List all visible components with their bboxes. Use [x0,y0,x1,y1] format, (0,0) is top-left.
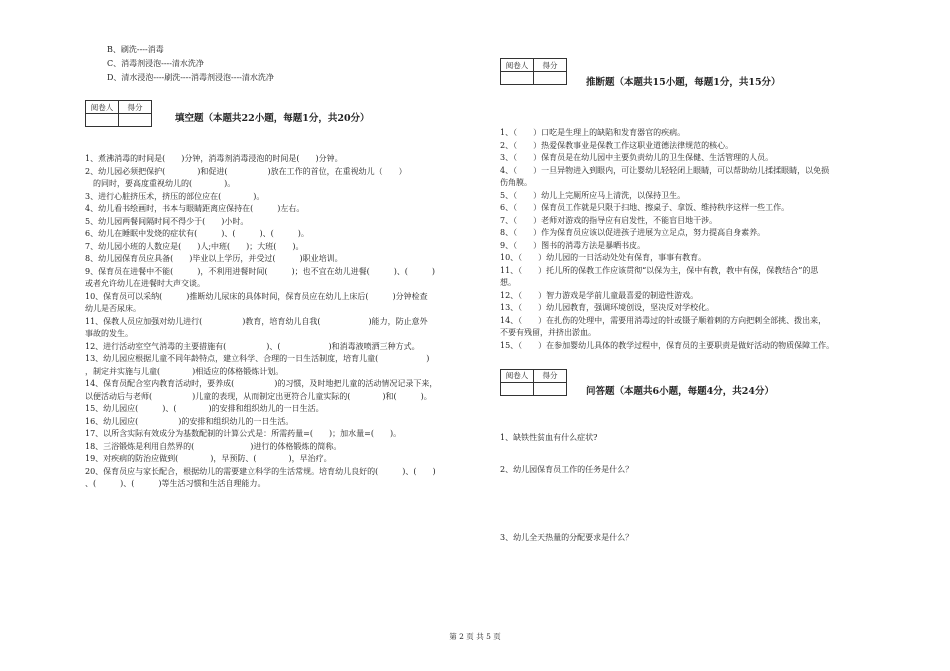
judge-score-table [500,58,567,85]
right-column [500,58,910,565]
question-line: 15、幼儿园应( )、( )的安排和组织幼儿的一日生活。 [85,404,324,413]
judge-line: 伤角膜。 [500,178,532,187]
question-line: 7、幼儿园小班的人数应是( )人;中班( )；大班( )。 [85,241,304,251]
question-line: 13、幼儿园应根据儿童不同年龄特点，建立科学、合理的一日生活制度，培育儿童( ) [85,354,430,363]
essay-question: 1、缺铁性贫血有什么症状? [500,432,598,442]
question-line: 14、保育员配合室内教育活动时，要养成( )的习惯，及时地把儿童的活动情况记录下来， [85,379,438,388]
question-line: 1、煮沸消毒的时间是( )分钟，消毒剂消毒浸泡的时间是( )分钟。 [85,154,343,163]
judge-questions [500,128,910,351]
option-b: B、刷洗----消毒 [107,45,164,54]
question-line: 9、保育员在进餐中不能( )，不利用进餐时间( )；也不宜在幼儿进餐( )、( ) [85,266,436,276]
essay-question: 2、幼儿园保育员工作的任务是什么？ [500,464,634,474]
judge-line: 8、（ ）作为保育员应该以促进孩子进展为立足点，努力提高自身素养。 [500,228,766,237]
question-line: 18、三浴锻炼是利用自然界的( )进行的体格锻炼的简称。 [85,441,342,451]
reviewer-label: 阅卷人 [86,101,119,114]
left-column [85,44,495,492]
question-line: 11、保教人员应加强对幼儿进行( )教育，培育幼儿自我( )能力，防止意外 [85,316,428,326]
reviewer-cell [501,382,534,395]
judge-line: 想。 [500,278,516,287]
question-line: ，制定并实施与儿童( )相适应的体格锻炼计划。 [85,366,284,376]
question-line: 、( )、( )等生活习惯和生活自理能力。 [85,479,266,488]
question-line: 或者允许幼儿在进餐时大声交谈。 [85,279,205,288]
reviewer-label: 阅卷人 [501,369,534,382]
judge-line: 12、（ ）智力游戏是学前儿童最喜爱的制造性游戏。 [500,290,699,300]
score-label: 得分 [119,101,152,114]
reviewer-label: 阅卷人 [501,59,534,72]
question-line: 3、进行心脏挤压术，挤压的部位应在( )。 [85,191,265,201]
fill-in-questions [85,154,495,489]
option-d: D、清水浸泡----刷洗----消毒剂浸泡----清水洗净 [107,73,274,82]
question-line: 10、保育员可以采纳( )推断幼儿尿床的具体时间，保育员应在幼儿上床后( )分钟检查 [85,291,428,301]
judge-line: 7、（ ）老师对游戏的指导应有启发性，不能盲目地干涉。 [500,215,718,225]
score-label: 得分 [534,369,567,382]
judge-section-header [500,58,910,86]
judge-line: 15、（ ）在参加婴幼儿具体的教学过程中，保育员的主要职责是做好活动的物质保障工作。 [500,340,835,350]
judge-line: 4、（ ）一旦异物进入到眼内，可让婴幼儿轻轻闭上眼睛，可以帮助幼儿揉揉眼睛，以免损 [500,165,830,175]
judge-line: 不要有残留，并挤出淤血。 [500,328,596,337]
question-line: 19、对疾病的防治应做到( )，早预防、( )，早治疗。 [85,454,332,463]
essay-question: 3、幼儿全天热量的分配要求是什么？ [500,532,634,542]
fill-in-section-title: 填空题（本题共22小题，每题1分，共20分） [175,113,370,124]
question-line: 20、保育员应与家长配合，根据幼儿的需要建立科学的生活常规。培育幼儿良好的( )、( ) [85,466,436,476]
score-cell [534,382,567,395]
question-line: 幼儿是否尿床。 [85,304,141,313]
option-c: C、消毒剂浸泡----清水洗净 [107,59,204,68]
question-line: 6、幼儿在睡眠中发烧的症状有( )、( )、( )。 [85,229,309,238]
essay-section-title: 问答题（本题共6小题，每题4分，共24分） [586,385,774,397]
reviewer-cell [501,72,534,85]
fill-in-score-table [85,100,152,127]
judge-section-title: 推断题（本题共15小题，每题1分，共15分） [586,77,781,88]
judge-line: 1、（ ）口吃是生理上的缺陷和发育器官的疾病。 [500,128,686,137]
judge-line: 9、（ ）图书的消毒方法是暴晒书皮。 [500,240,646,250]
score-label: 得分 [534,59,567,72]
question-line: 17、以所含实际有效成分为基数配制的计算公式是：所需药量=( )；加水量=( )。 [85,429,402,438]
essay-questions [500,433,910,543]
judge-line: 14、（ ）在扎伤的处理中，需要用消毒过的针或镊子顺着刺的方向把刺全部挑、拨出来， [500,315,827,325]
question-line: 4、幼儿看书绘画时，书本与眼睛距离应保持在( )左右。 [85,204,305,213]
judge-line: 10、（ ）幼儿园的一日活动处处有保育，事事有教育。 [500,253,707,262]
question-line: 2、幼儿园必须把保护( )和促进( )放在工作的首位，在重视幼儿（ ） [85,166,407,176]
question-line: 事故的发生。 [85,329,133,338]
question-line: 12、进行活动室空气消毒的主要措施有( )、( )和消毒液喷洒三种方式。 [85,341,420,351]
question-line: 16、幼儿园应( )的安排和组织幼儿的一日生活。 [85,416,294,426]
judge-line: 6、（ ）保育员工作就是只限于扫地、擦桌子、拿饭、维持秩序这样一些工作。 [500,203,790,212]
fill-in-section-header [85,100,495,128]
judge-line: 13、（ ）幼儿园教育，强调环境创设，坚决反对学校化。 [500,303,715,312]
question-line: 8、幼儿园保育员应具备( )毕业以上学历，并受过( )职业培训。 [85,254,343,263]
question-line: 5、幼儿园两餐间隔时间不得少于( )小时。 [85,216,249,226]
question-line: 以便活动后与老师( )儿童的表现，从而制定出更符合儿童实际的( )和( )。 [85,391,432,401]
judge-line: 2、（ ）热爱保教事业是保教工作这职业道德法律规范的核心。 [500,140,734,150]
reviewer-cell [86,114,119,127]
judge-line: 11、（ ）托儿所的保教工作应该贯彻“以保为主，保中有教，教中有保，保教结合”的思 [500,265,819,275]
score-cell [119,114,152,127]
judge-line: 3、（ ）保育员是在幼儿园中主要负责幼儿的卫生保健、生活管理的人员。 [500,153,774,162]
page-number: 第 2 页 共 5 页 [449,632,501,641]
judge-line: 5、（ ）幼儿上完厕所应马上清洗，以保持卫生。 [500,190,686,200]
essay-section-header [500,369,910,397]
score-cell [534,72,567,85]
essay-score-table [500,369,567,396]
question-line: 的同时，要高度重视幼儿的( )。 [85,179,236,188]
